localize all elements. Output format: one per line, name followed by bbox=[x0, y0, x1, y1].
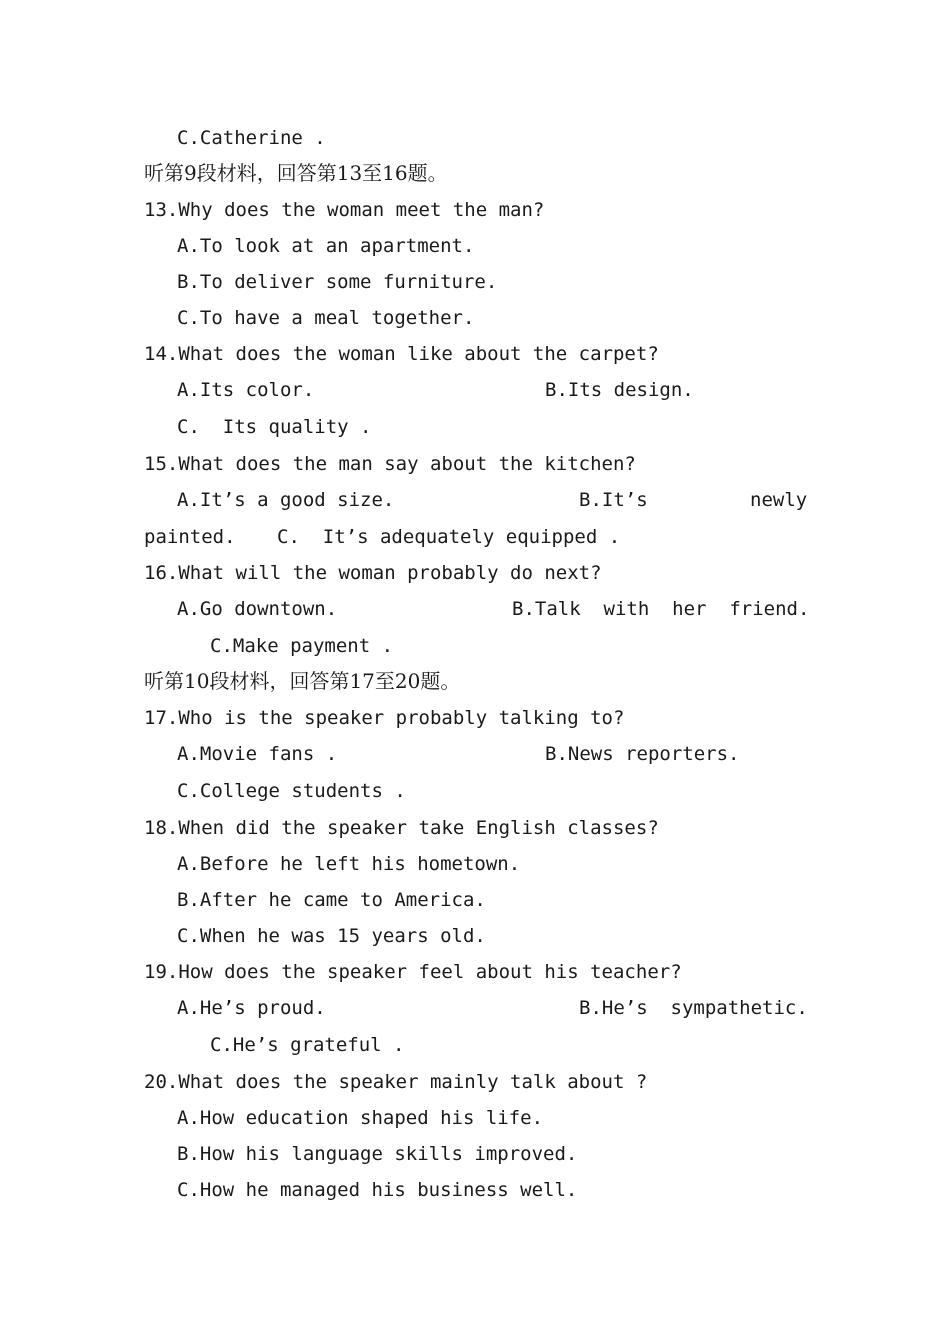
option-14c: C. Its quality . bbox=[177, 416, 372, 438]
option-17c: C.College students . bbox=[177, 780, 406, 802]
option-15a: A.It’s a good size. bbox=[177, 489, 395, 511]
option-15b-end: painted. bbox=[144, 526, 236, 548]
option-19a: A.He’s proud. bbox=[177, 997, 326, 1019]
option-14a: A.Its color. bbox=[177, 379, 315, 401]
question-15: 15.What does the man say about the kitchen? bbox=[144, 453, 636, 475]
option-14b: B.Its design. bbox=[545, 379, 694, 401]
question-16: 16.What will the woman probably do next? bbox=[144, 562, 602, 584]
option-17a: A.Movie fans . bbox=[177, 743, 338, 765]
option-16c: C.Make payment . bbox=[210, 635, 394, 657]
section-heading-9: 听第9段材料，回答第13至16题。 bbox=[144, 161, 448, 185]
option-15b-start: B.It’s bbox=[579, 489, 648, 511]
option-16a: A.Go downtown. bbox=[177, 598, 338, 620]
question-14: 14.What does the woman like about the carpet? bbox=[144, 343, 659, 365]
option-18c: C.When he was 15 years old. bbox=[177, 925, 486, 947]
option-19b: B.He’s sympathetic. bbox=[579, 997, 808, 1019]
option-13b: B.To deliver some furniture. bbox=[177, 271, 498, 293]
question-17: 17.Who is the speaker probably talking to? bbox=[144, 707, 625, 729]
option-20c: C.How he managed his business well. bbox=[177, 1179, 578, 1201]
option-17b: B.News reporters. bbox=[545, 743, 740, 765]
option-18a: A.Before he left his hometown. bbox=[177, 853, 521, 875]
option-18b: B.After he came to America. bbox=[177, 889, 486, 911]
option-19c: C.He’s grateful . bbox=[210, 1034, 405, 1056]
section-heading-10: 听第10段材料，回答第17至20题。 bbox=[144, 669, 461, 693]
option-12c: C.Catherine . bbox=[177, 127, 326, 149]
question-20: 20.What does the speaker mainly talk about ? bbox=[144, 1071, 648, 1093]
option-15b-word: newly bbox=[750, 489, 808, 511]
question-13: 13.Why does the woman meet the man? bbox=[144, 199, 545, 221]
question-18: 18.When did the speaker take English classes? bbox=[144, 817, 659, 839]
option-20b: B.How his language skills improved. bbox=[177, 1143, 578, 1165]
option-20a: A.How education shaped his life. bbox=[177, 1107, 544, 1129]
option-13c: C.To have a meal together. bbox=[177, 307, 475, 329]
option-13a: A.To look at an apartment. bbox=[177, 235, 475, 257]
option-16b: B.Talk with her friend. bbox=[512, 598, 810, 620]
question-19: 19.How does the speaker feel about his teacher? bbox=[144, 961, 682, 983]
option-15c: C. It’s adequately equipped . bbox=[277, 526, 621, 548]
